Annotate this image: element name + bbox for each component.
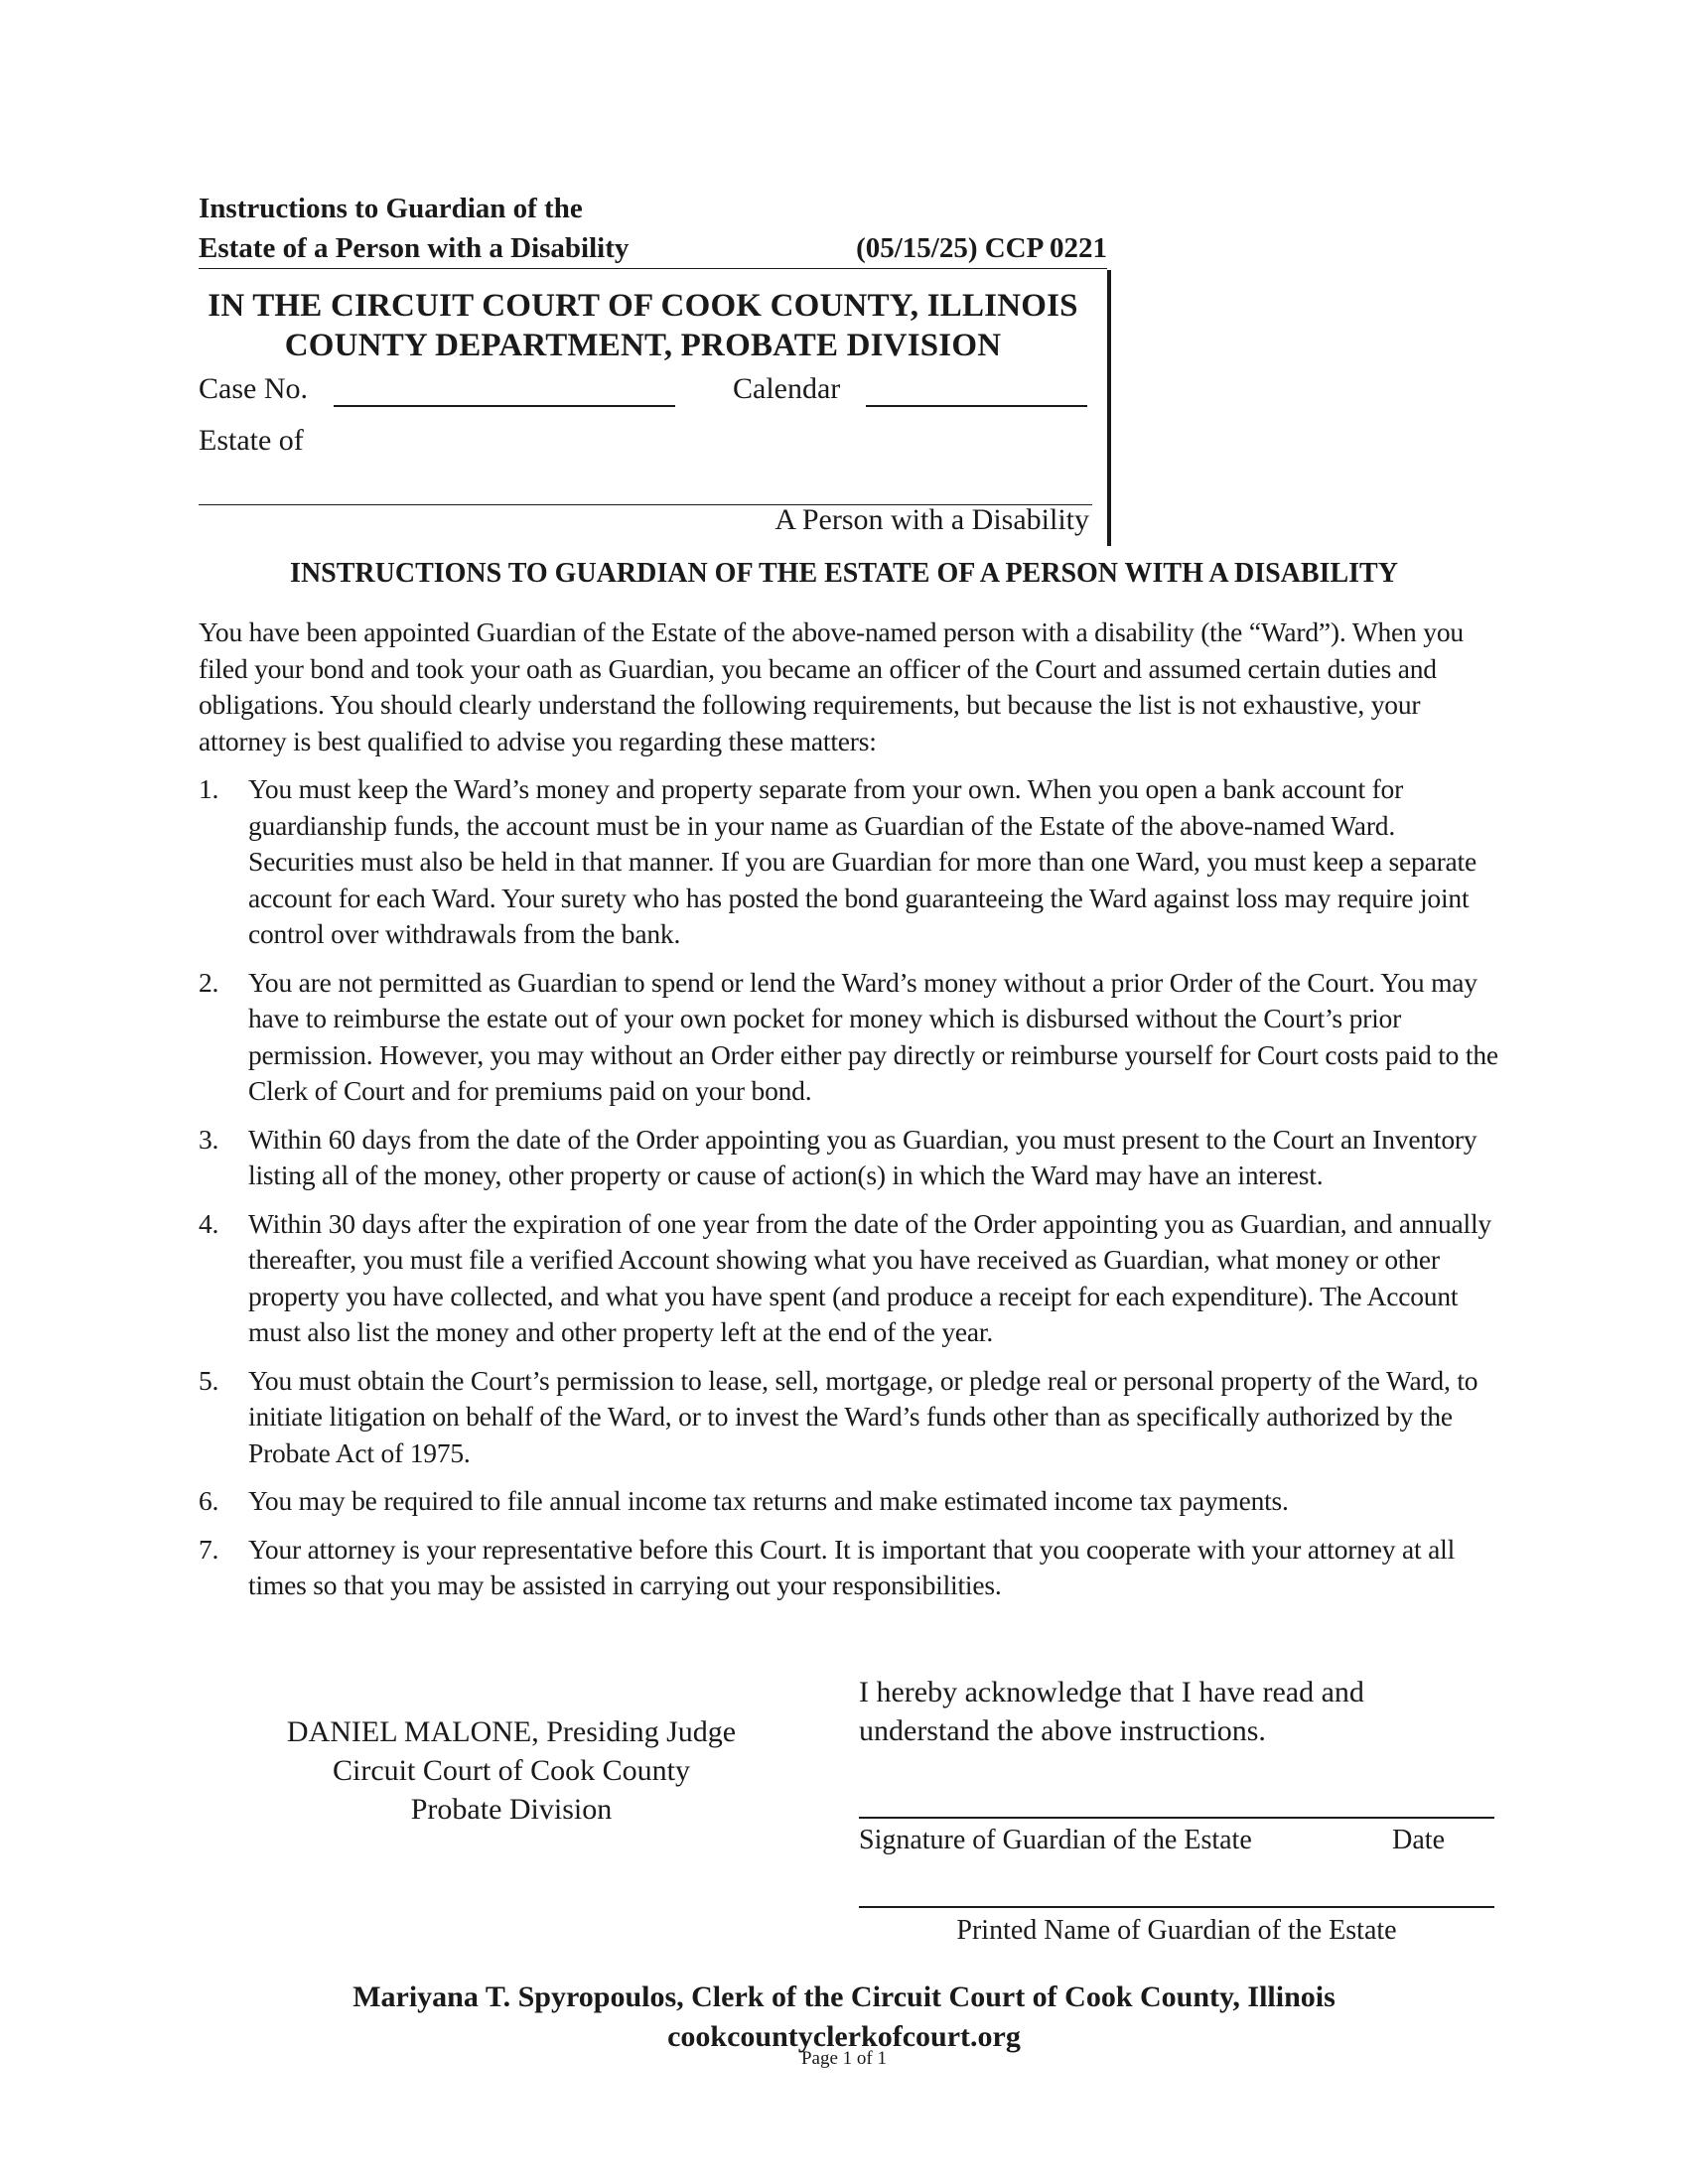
court-name: IN THE CIRCUIT COURT OF COOK COUNTY, ILLINOIS <box>208 288 1078 324</box>
clerk-name: Mariyana T. Spyropoulos, Clerk of the Circuit Court of Cook County, Illinois <box>352 1980 1336 2013</box>
instructions-body <box>199 614 1499 1604</box>
signature-field[interactable] <box>859 1817 1494 1819</box>
case-no-field[interactable] <box>334 405 675 407</box>
list-item: 2. You are not permitted as Guardian to spend or lend the Ward’s money without a prior Order of the Court. You may have to reimburse the estate out of your own pocket for money which is disbursed without the Court’s prior permission. However, you may without an Order either pay directly or reimburse yourself for Court costs paid to the Clerk of Court and for premiums paid on your bond. <box>199 966 1498 1106</box>
calendar-label: Calendar <box>733 372 841 405</box>
acknowledgment-text: I hereby acknowledge that I have read and understand the above instructions. <box>859 1676 1364 1747</box>
form-title-row <box>199 228 1107 269</box>
form-title-line2: Estate of a Person with a Disability <box>199 232 630 264</box>
printed-name-field[interactable] <box>859 1906 1494 1908</box>
list-item: 4. Within 30 days after the expiration of one year from the date of the Order appointing you as Guardian, and annually thereafter, you must file a verified Account showing what you have received as Guardian, what money or other property you have collected, and what you have spent (and produce a receipt for each expenditure). The Account must also list the money and other property left at the end of the year. <box>199 1207 1491 1347</box>
printed-name-label: Printed Name of Guardian of the Estate <box>956 1915 1397 1946</box>
form-title-line1: Instructions to Guardian of the <box>199 193 583 224</box>
list-item: 7. Your attorney is your representative before this Court. It is important that you cooperate with your attorney at all times so that you may be assisted in carrying out your responsibilities. <box>199 1533 1456 1600</box>
calendar-field[interactable] <box>866 405 1087 407</box>
list-item: 1. You must keep the Ward’s money and property separate from your own. When you open a bank account for guardianship funds, the account must be in your name as Guardian of the Estate of the above-named Ward. Securities must also be held in that manner. If you are Guardian for more than one Ward, you must keep a separate account for each Ward. Your surety who has posted the bond guaranteeing the Ward against loss may require joint control over withdrawals from the bank. <box>199 773 1477 949</box>
page-number: Page 1 of 1 <box>800 2048 887 2069</box>
list-item: 3. Within 60 days from the date of the Order appointing you as Guardian, you must present to the Court an Inventory listing all of the money, other property or cause of action(s) in which the Ward may have an interest. <box>199 1123 1477 1190</box>
instructions-list <box>199 771 1499 1604</box>
date-label: Date <box>1392 1825 1445 1855</box>
signature-label: Signature of Guardian of the Estate <box>859 1825 1252 1855</box>
signature-label-row <box>859 1823 1445 1858</box>
court-division: COUNTY DEPARTMENT, PROBATE DIVISION <box>284 328 1002 363</box>
document-title: INSTRUCTIONS TO GUARDIAN OF THE ESTATE OF A PERSON WITH A DISABILITY <box>290 558 1398 589</box>
form-identifier <box>199 189 1107 269</box>
judge-division: Probate Division <box>410 1793 613 1826</box>
estate-of-label: Estate of <box>199 424 304 457</box>
case-caption <box>199 270 1111 546</box>
clerk-website[interactable]: cookcountyclerkofcourt.org <box>667 2020 1021 2053</box>
clerk-footer <box>0 1978 1688 2057</box>
intro-paragraph: You have been appointed Guardian of the Estate of the above-named person with a disability (the “Ward”). When you filed your bond and took your oath as Guardian, you became an officer of the Court and assumed certain duties and obligations. You should clearly understand the following requirements, but because the list is not exhaustive, your attorney is best qualified to advise you regarding these matters: <box>199 616 1464 756</box>
list-item: 6. You may be required to file annual income tax returns and make estimated income tax payments. <box>199 1485 1289 1516</box>
list-item: 5. You must obtain the Court’s permission to lease, sell, mortgage, or pledge real or personal property of the Ward, to initiate litigation on behalf of the Ward, or to invest the Ward’s funds other than as specifically authorized by the Probate Act of 1975. <box>199 1364 1478 1468</box>
person-with-disability-label: A Person with a Disability <box>774 503 1089 536</box>
case-row <box>199 369 1092 409</box>
judge-court: Circuit Court of Cook County <box>333 1754 690 1787</box>
judge-block <box>253 1712 770 1829</box>
judge-name: DANIEL MALONE, Presiding Judge <box>286 1715 737 1748</box>
case-no-label: Case No. <box>199 372 308 405</box>
court-heading <box>199 270 1107 365</box>
form-code: (05/15/25) CCP 0221 <box>856 232 1107 264</box>
